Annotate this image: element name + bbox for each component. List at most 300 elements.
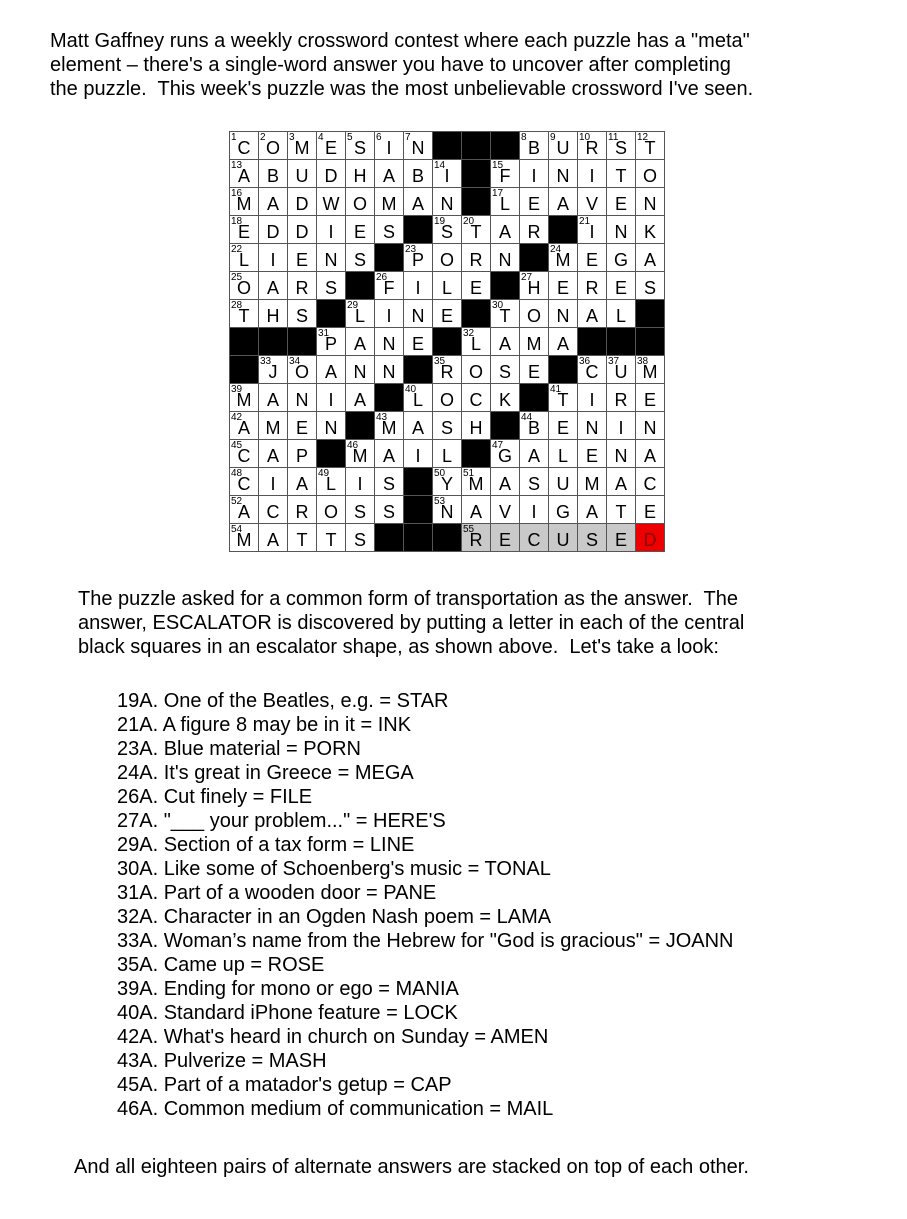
grid-cell (607, 300, 636, 328)
grid-cell (636, 216, 665, 244)
grid-cell (549, 524, 578, 552)
cell-letter: N (411, 306, 425, 326)
grid-cell (520, 440, 549, 468)
black-cell (462, 188, 491, 216)
cell-letter: O (439, 250, 454, 270)
cell-letter: M (584, 474, 600, 494)
grid-cell (549, 188, 578, 216)
grid-cell (549, 300, 578, 328)
grid-cell (259, 188, 288, 216)
cell-number: 13 (231, 160, 243, 171)
grid-cell (607, 132, 636, 160)
black-cell (636, 328, 665, 356)
grid-cell (230, 188, 259, 216)
black-cell (433, 132, 462, 160)
cell-letter: M (642, 362, 658, 382)
cell-letter: S (295, 306, 308, 326)
cell-letter: N (498, 250, 512, 270)
cell-letter: I (270, 474, 276, 494)
grid-cell (578, 188, 607, 216)
cell-number: 19 (434, 216, 446, 227)
grid-cell (607, 160, 636, 188)
cell-number: 22 (231, 244, 243, 255)
grid-cell (259, 468, 288, 496)
cell-letter: M (352, 446, 368, 466)
cell-letter: T (557, 390, 569, 410)
cell-number: 45 (231, 440, 243, 451)
grid-cell (607, 356, 636, 384)
grid-cell (636, 244, 665, 272)
grid-cell (259, 496, 288, 524)
cell-letter: T (296, 530, 308, 550)
cell-letter: M (265, 418, 281, 438)
cell-letter: S (382, 222, 395, 242)
cell-letter: O (236, 278, 251, 298)
grid-cell (462, 356, 491, 384)
cell-number: 6 (376, 132, 382, 143)
cell-number: 43 (376, 412, 388, 423)
grid-cell (317, 496, 346, 524)
cell-number: 54 (231, 524, 243, 535)
cell-letter: R (585, 138, 599, 158)
grid-cell (520, 272, 549, 300)
cell-letter: A (353, 390, 366, 410)
cell-number: 26 (376, 272, 388, 283)
grid-cell (520, 356, 549, 384)
cell-number: 48 (231, 468, 243, 479)
black-cell (549, 356, 578, 384)
cell-letter: O (352, 194, 367, 214)
cell-number: 36 (579, 356, 591, 367)
grid-cell (520, 412, 549, 440)
cell-letter: N (585, 418, 599, 438)
grid-cell (259, 524, 288, 552)
cell-number: 37 (608, 356, 620, 367)
cell-letter: D (266, 222, 280, 242)
black-cell (462, 440, 491, 468)
cell-letter: C (266, 502, 280, 522)
cell-letter: M (294, 138, 310, 158)
cell-letter: U (295, 166, 309, 186)
black-cell (549, 216, 578, 244)
grid-cell (607, 216, 636, 244)
grid-cell (288, 272, 317, 300)
grid-cell (433, 244, 462, 272)
cell-number: 39 (231, 384, 243, 395)
cell-letter: S (643, 278, 656, 298)
cell-letter: S (353, 530, 366, 550)
cell-number: 21 (579, 216, 591, 227)
grid-cell (346, 440, 375, 468)
grid-cell (520, 524, 549, 552)
black-cell (520, 244, 549, 272)
grid-cell (346, 160, 375, 188)
cell-letter: N (643, 418, 657, 438)
grid-cell (549, 384, 578, 412)
grid-cell (491, 188, 520, 216)
cell-letter: E (295, 250, 308, 270)
grid-cell (259, 440, 288, 468)
cell-letter: R (469, 530, 483, 550)
clue-line: 31A. Part of a wooden door = PANE (117, 882, 437, 904)
grid-cell (433, 384, 462, 412)
intro-line: the puzzle. This week's puzzle was the most unbelievable crossword I've seen. (50, 78, 754, 100)
cell-letter: O (468, 362, 483, 382)
grid-cell (375, 272, 404, 300)
grid-cell (433, 216, 462, 244)
grid-cell (259, 300, 288, 328)
grid-cell (288, 300, 317, 328)
cell-letter: M (381, 418, 397, 438)
grid-cell (491, 300, 520, 328)
grid-cell (636, 440, 665, 468)
cell-letter: N (556, 306, 570, 326)
grid-cell (491, 468, 520, 496)
grid-cell (549, 272, 578, 300)
cell-letter: I (328, 222, 334, 242)
grid-cell (549, 244, 578, 272)
grid-cell (520, 328, 549, 356)
grid-cell (317, 328, 346, 356)
cell-letter: F (383, 278, 395, 298)
cell-letter: D (295, 222, 309, 242)
black-cell (404, 496, 433, 524)
grid-cell (404, 300, 433, 328)
cell-number: 16 (231, 188, 243, 199)
grid-cell (636, 496, 665, 524)
cell-letter: R (585, 278, 599, 298)
grid-cell (607, 384, 636, 412)
cell-number: 50 (434, 468, 446, 479)
grid-cell (288, 524, 317, 552)
cell-letter: A (266, 278, 279, 298)
grid-cell (404, 440, 433, 468)
grid-cell (317, 272, 346, 300)
grid-cell (404, 188, 433, 216)
clue-line: 45A. Part of a matador's getup = CAP (117, 1074, 452, 1096)
cell-letter: K (498, 390, 511, 410)
grid-cell (346, 356, 375, 384)
cell-letter: I (444, 166, 450, 186)
cell-letter: A (382, 166, 395, 186)
black-cell (375, 244, 404, 272)
grid-cell (607, 496, 636, 524)
cell-letter: R (295, 502, 309, 522)
grid-cell (230, 216, 259, 244)
cell-letter: O (323, 502, 338, 522)
grid-cell (317, 244, 346, 272)
grid-cell (578, 384, 607, 412)
cell-letter: L (441, 278, 452, 298)
cell-letter: N (411, 138, 425, 158)
cell-letter: D (643, 530, 657, 550)
clue-line: 35A. Came up = ROSE (117, 954, 325, 976)
grid-cell (404, 160, 433, 188)
cell-letter: M (555, 250, 571, 270)
cell-letter: L (238, 250, 249, 270)
cell-letter: A (411, 194, 424, 214)
grid-cell (462, 524, 491, 552)
cell-letter: A (266, 530, 279, 550)
grid-cell (288, 132, 317, 160)
cell-letter: N (324, 250, 338, 270)
grid-cell (259, 160, 288, 188)
cell-letter: E (643, 502, 656, 522)
cell-letter: K (643, 222, 656, 242)
cell-letter: O (642, 166, 657, 186)
grid-cell (520, 468, 549, 496)
grid-cell (317, 132, 346, 160)
cell-letter: H (353, 166, 367, 186)
grid-cell (578, 160, 607, 188)
grid-cell (317, 160, 346, 188)
cell-letter: I (531, 166, 537, 186)
cell-letter: A (643, 250, 656, 270)
grid-cell (491, 160, 520, 188)
clue-line: 21A. A figure 8 may be in it = INK (117, 714, 412, 736)
black-cell (375, 384, 404, 412)
cell-letter: I (386, 138, 392, 158)
black-cell (491, 412, 520, 440)
black-cell (230, 356, 259, 384)
cell-letter: I (531, 502, 537, 522)
grid-cell (636, 160, 665, 188)
cell-letter: Y (440, 474, 453, 494)
cell-letter: O (439, 390, 454, 410)
grid-cell (317, 384, 346, 412)
clue-line: 26A. Cut finely = FILE (117, 786, 313, 808)
cell-letter: A (353, 334, 366, 354)
cell-letter: E (643, 390, 656, 410)
cell-letter: S (353, 138, 366, 158)
cell-number: 30 (492, 300, 504, 311)
grid-cell (375, 328, 404, 356)
cell-letter: S (353, 250, 366, 270)
cell-letter: S (614, 138, 627, 158)
intro-line: Matt Gaffney runs a weekly crossword contest where each puzzle has a "meta" (50, 30, 750, 52)
black-cell (462, 132, 491, 160)
cell-letter: N (643, 194, 657, 214)
cell-letter: N (382, 334, 396, 354)
cell-letter: I (589, 166, 595, 186)
cell-letter: R (614, 390, 628, 410)
cell-number: 23 (405, 244, 417, 255)
cell-number: 32 (463, 328, 475, 339)
grid-cell (230, 300, 259, 328)
cell-number: 11 (608, 132, 619, 143)
cell-letter: S (498, 362, 511, 382)
cell-number: 31 (318, 328, 330, 339)
explanation-paragraph (78, 587, 744, 659)
cell-letter: R (527, 222, 541, 242)
grid-cell (636, 132, 665, 160)
cell-letter: C (469, 390, 483, 410)
grid-cell (520, 132, 549, 160)
cell-letter: E (324, 138, 337, 158)
cell-letter: T (499, 306, 511, 326)
grid-cell (288, 188, 317, 216)
grid-cell (578, 356, 607, 384)
grid-cell (462, 328, 491, 356)
cell-number: 53 (434, 496, 446, 507)
cell-letter: A (585, 306, 598, 326)
grid-cell (404, 244, 433, 272)
grid-cell (491, 496, 520, 524)
cell-letter: M (236, 530, 252, 550)
black-cell (607, 328, 636, 356)
cell-letter: N (614, 222, 628, 242)
grid-cell (433, 412, 462, 440)
cell-letter: A (556, 334, 569, 354)
grid-cell (317, 468, 346, 496)
cell-letter: E (614, 530, 627, 550)
cell-letter: B (266, 166, 279, 186)
cell-letter: I (589, 222, 595, 242)
grid-cell (346, 468, 375, 496)
grid-cell (549, 440, 578, 468)
cell-number: 49 (318, 468, 330, 479)
cell-letter: J (268, 362, 278, 382)
grid-cell (462, 272, 491, 300)
cell-letter: I (270, 250, 276, 270)
cell-number: 3 (289, 132, 295, 143)
black-cell (230, 328, 259, 356)
cell-letter: A (498, 474, 511, 494)
grid-cell (230, 524, 259, 552)
cell-number: 35 (434, 356, 446, 367)
cell-letter: E (527, 194, 540, 214)
black-cell (346, 412, 375, 440)
cell-letter: S (527, 474, 540, 494)
black-cell (462, 160, 491, 188)
grid-cell (346, 300, 375, 328)
cell-letter: C (585, 362, 599, 382)
cell-letter: A (614, 474, 627, 494)
cell-letter: C (643, 474, 657, 494)
grid-cell (607, 188, 636, 216)
grid-cell (259, 132, 288, 160)
cell-letter: A (266, 194, 279, 214)
cell-number: 34 (289, 356, 301, 367)
cell-number: 38 (637, 356, 649, 367)
closing-line: And all eighteen pairs of alternate answers are stacked on top of each other. (74, 1156, 749, 1178)
cell-letter: N (353, 362, 367, 382)
clue-line: 33A. Woman’s name from the Hebrew for "God is gracious" = JOANN (117, 930, 734, 952)
cell-letter: I (386, 306, 392, 326)
cell-letter: W (322, 194, 340, 214)
black-cell (404, 524, 433, 552)
cell-letter: E (498, 530, 511, 550)
cell-number: 28 (231, 300, 243, 311)
clue-line: 40A. Standard iPhone feature = LOCK (117, 1002, 458, 1024)
grid-cell (404, 384, 433, 412)
cell-letter: V (585, 194, 598, 214)
grid-cell (317, 356, 346, 384)
grid-cell (491, 244, 520, 272)
cell-letter: U (614, 362, 628, 382)
cell-letter: A (237, 166, 250, 186)
black-cell (520, 384, 549, 412)
grid-cell (346, 216, 375, 244)
grid-cell (578, 132, 607, 160)
grid-cell (346, 132, 375, 160)
cell-number: 2 (260, 132, 266, 143)
grid-cell (317, 524, 346, 552)
cell-letter: N (556, 166, 570, 186)
cell-number: 55 (463, 524, 475, 535)
grid-cell (346, 496, 375, 524)
cell-letter: E (411, 334, 424, 354)
cell-letter: A (585, 502, 598, 522)
black-cell (404, 356, 433, 384)
cell-letter: I (415, 446, 421, 466)
grid-cell (259, 244, 288, 272)
grid-cell (375, 468, 404, 496)
cell-letter: S (353, 502, 366, 522)
cell-letter: C (237, 446, 251, 466)
cell-number: 5 (347, 132, 353, 143)
grid-cell (462, 384, 491, 412)
grid-cell (491, 440, 520, 468)
grid-cell (404, 272, 433, 300)
cell-number: 8 (521, 132, 527, 143)
cell-letter: V (498, 502, 511, 522)
cell-letter: C (527, 530, 541, 550)
grid-cell (520, 188, 549, 216)
cell-number: 18 (231, 216, 243, 227)
grid-cell (230, 468, 259, 496)
grid-cell (433, 440, 462, 468)
cell-letter: T (238, 306, 250, 326)
grid-cell (404, 412, 433, 440)
cell-number: 14 (434, 160, 446, 171)
cell-letter: P (324, 334, 337, 354)
grid-cell (375, 188, 404, 216)
grid-cell (404, 328, 433, 356)
clue-line: 24A. It's great in Greece = MEGA (117, 762, 414, 784)
grid-cell (462, 496, 491, 524)
grid-cell (636, 412, 665, 440)
cell-letter: O (265, 138, 280, 158)
cell-letter: T (615, 502, 627, 522)
cell-number: 10 (579, 132, 591, 143)
grid-cell (230, 272, 259, 300)
cell-letter: A (237, 502, 250, 522)
cell-letter: S (382, 502, 395, 522)
cell-letter: I (618, 418, 624, 438)
grid-cell (375, 412, 404, 440)
cell-letter: L (441, 446, 452, 466)
cell-letter: E (585, 446, 598, 466)
grid-cell (549, 468, 578, 496)
grid-cell (433, 468, 462, 496)
grid-cell (404, 132, 433, 160)
grid-cell (578, 440, 607, 468)
grid-cell (607, 272, 636, 300)
black-cell (636, 300, 665, 328)
cell-letter: A (498, 334, 511, 354)
cell-number: 20 (463, 216, 475, 227)
black-cell (288, 328, 317, 356)
grid-cell (607, 468, 636, 496)
cell-number: 4 (318, 132, 324, 143)
grid-cell (636, 524, 665, 552)
black-cell (433, 524, 462, 552)
cell-letter: S (324, 278, 337, 298)
clue-line: 32A. Character in an Ogden Nash poem = LAMA (117, 906, 552, 928)
grid-cell (375, 216, 404, 244)
cell-letter: I (328, 390, 334, 410)
